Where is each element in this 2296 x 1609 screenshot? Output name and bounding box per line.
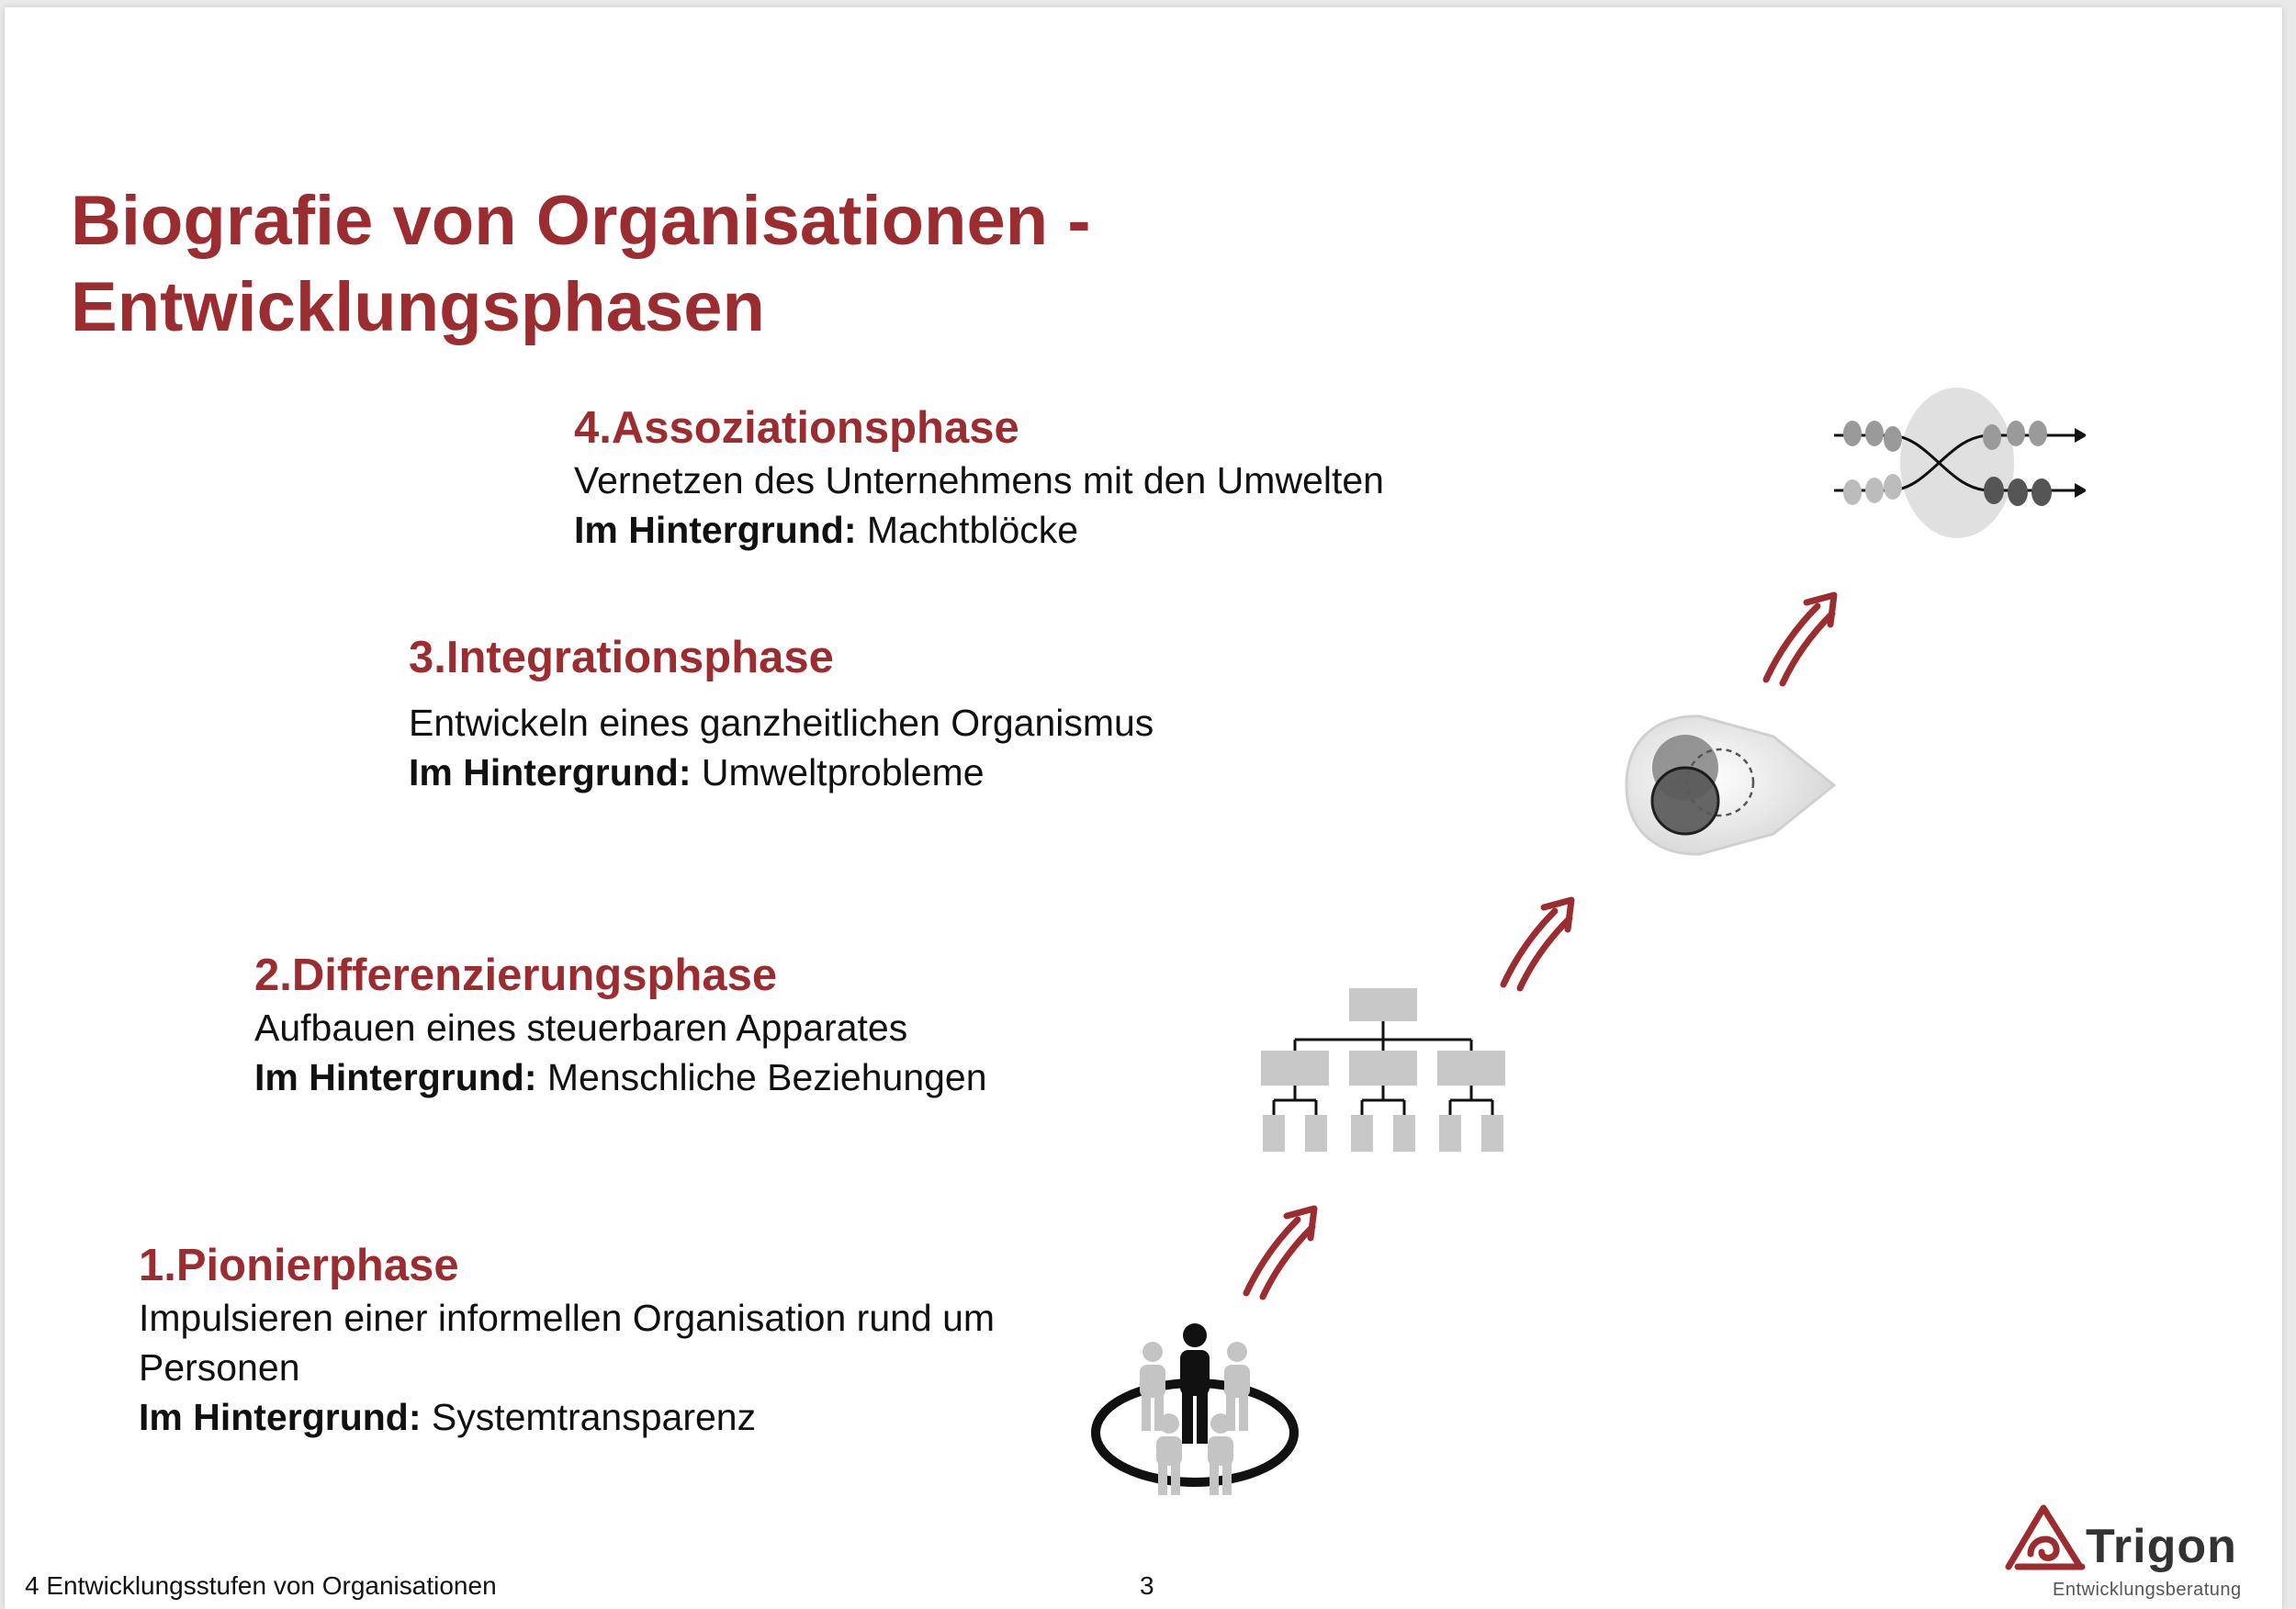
phase-4-description: Vernetzen des Unternehmens mit den Umwelten <box>574 459 1384 501</box>
slide-title: Biografie von Organisationen - Entwicklungsphasen <box>71 182 1091 346</box>
phase-4-background-value: Machtblöcke <box>866 509 1079 551</box>
phase-3-background-label: Im Hintergrund: <box>409 751 692 793</box>
phase-1-description: Impulsieren einer informellen Organisation rund um Personen <box>139 1297 996 1389</box>
footer-text: 4 Entwicklungsstufen von Organisationen <box>25 1571 497 1600</box>
phase-4-background-label: Im Hintergrund: <box>574 509 857 551</box>
trigon-logo <box>2003 1495 2242 1605</box>
phase-3-description: Entwickeln eines ganzheitlichen Organismus <box>409 702 1154 744</box>
phase-3-block <box>409 630 1511 797</box>
phase-1-background-value: Systemtransparenz <box>431 1396 757 1438</box>
slide <box>5 7 2282 1609</box>
network-crossing-icon <box>1829 384 2086 540</box>
logo-tagline: Entwicklungsberatung <box>2053 1580 2242 1600</box>
phase-2-heading: 2.Differenzierungsphase <box>254 951 778 1000</box>
trigon-spiral-logo-icon <box>2003 1502 2086 1572</box>
phase-2-background <box>254 1052 1356 1102</box>
phase-2-background-label: Im Hintergrund: <box>254 1056 537 1098</box>
phase-2-description: Aufbauen eines steuerbaren Apparates <box>254 1007 908 1049</box>
phase-2-block <box>254 948 1356 1102</box>
phase-4-block <box>574 400 1676 555</box>
double-arrow-icon-2 <box>1492 893 1584 994</box>
phase-3-background <box>409 748 1511 797</box>
phase-4-heading: 4.Assoziationsphase <box>574 403 1019 453</box>
overlapping-circles-arrow-icon <box>1617 698 1838 872</box>
phase-3-background-value: Umweltprobleme <box>701 751 985 793</box>
people-circle-icon <box>1085 1313 1305 1515</box>
double-arrow-icon-3 <box>1755 588 1847 689</box>
org-chart-icon <box>1259 986 1507 1155</box>
phase-1-background-label: Im Hintergrund: <box>139 1396 422 1438</box>
phase-2-background-value: Menschliche Beziehungen <box>546 1056 987 1098</box>
phase-3-heading: 3.Integrationsphase <box>409 633 834 682</box>
phase-1-block <box>139 1238 1112 1442</box>
double-arrow-icon-1 <box>1235 1201 1327 1302</box>
phase-4-background <box>574 505 1676 555</box>
phase-1-background <box>139 1392 1112 1442</box>
logo-name: Trigon <box>2086 1520 2237 1573</box>
phase-1-heading: 1.Pionierphase <box>139 1241 459 1290</box>
page-number: 3 <box>1140 1571 1154 1600</box>
